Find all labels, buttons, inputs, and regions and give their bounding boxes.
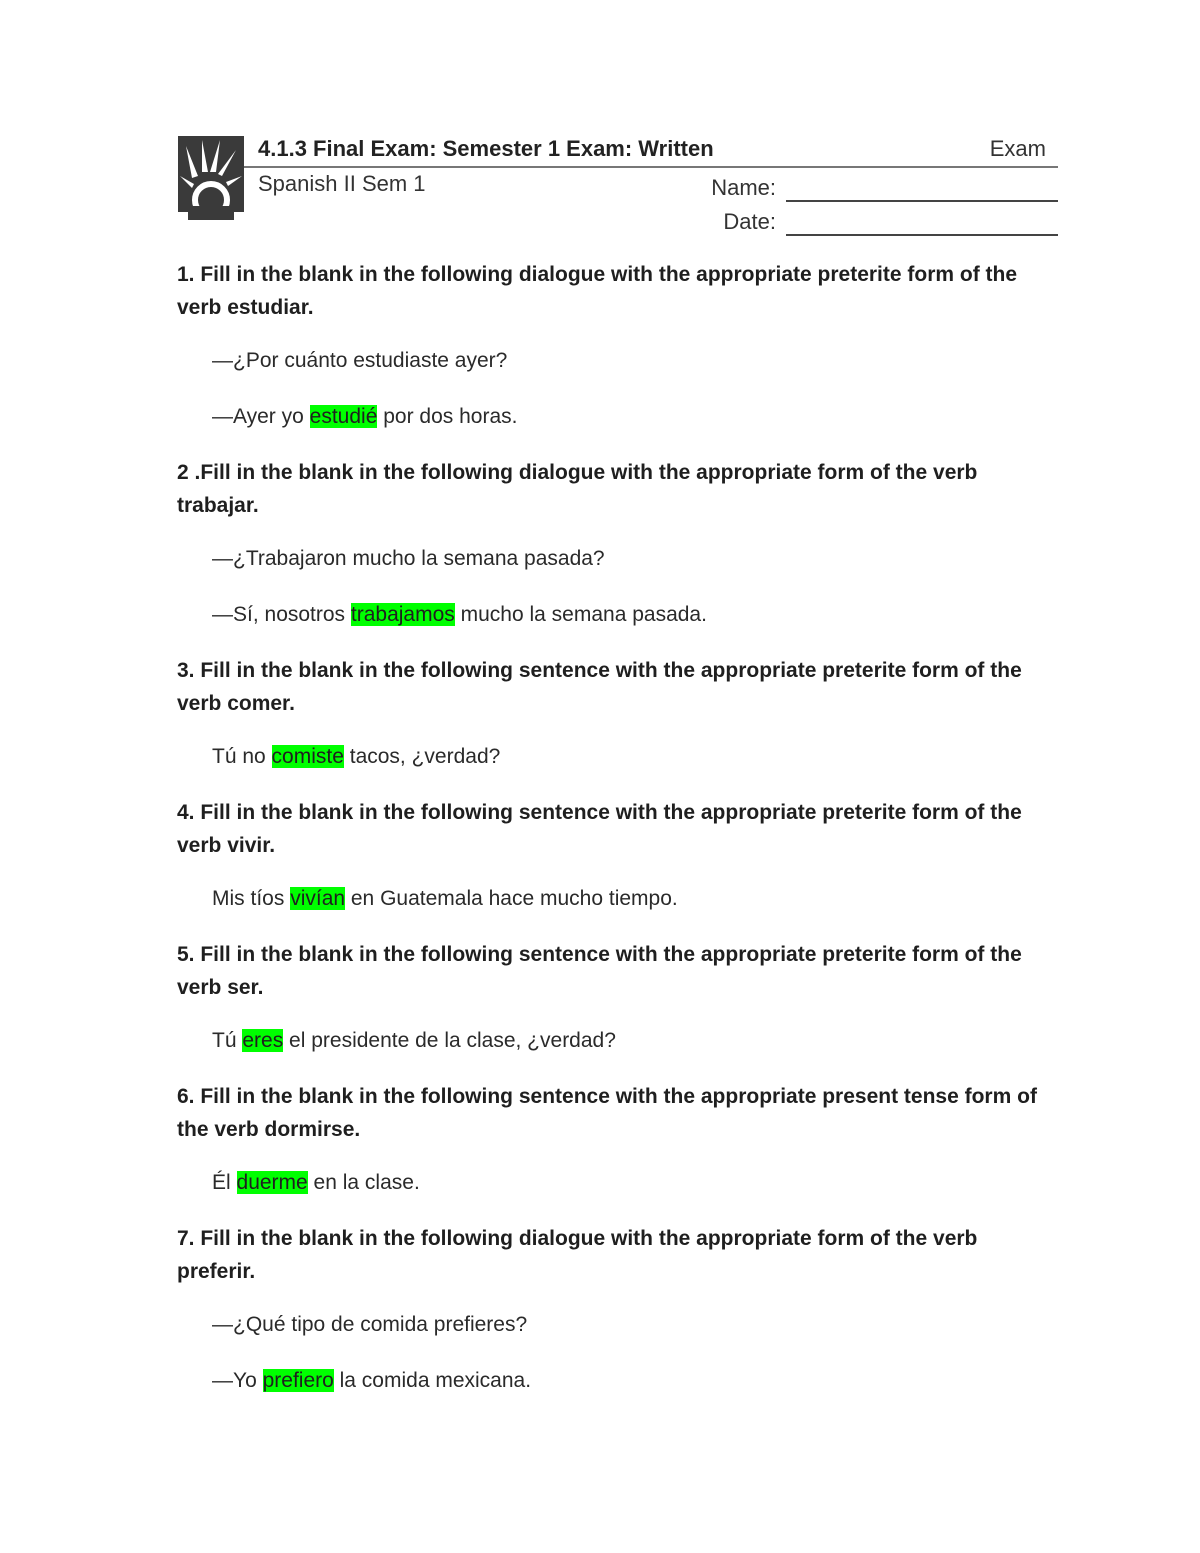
question-1-prompt: 1. Fill in the blank in the following dialogue with the appropriate preterite form of the verb estudiar. (177, 263, 1018, 319)
answer-highlight: estudié (309, 405, 378, 428)
answer-highlight: duerme (236, 1171, 308, 1194)
line-text-after: en la clase. (307, 1171, 420, 1194)
name-field (708, 174, 1058, 204)
line-text-after: en Guatemala hace mucho tiempo. (345, 887, 678, 910)
answer-highlight: eres (242, 1029, 284, 1052)
exam-header (178, 134, 1058, 244)
question-3-line-1 (177, 742, 1057, 772)
question-5-prompt: 5. Fill in the blank in the following sentence with the appropriate preterite form of the verb ser. (177, 943, 1022, 999)
date-blank-line (786, 234, 1058, 236)
line-text-after: la comida mexicana. (333, 1369, 532, 1392)
question-7-line-1 (177, 1310, 1057, 1340)
question-7-line-2 (177, 1366, 1057, 1396)
line-text-before: Tú no (212, 745, 272, 768)
line-text-before: —Ayer yo (212, 405, 310, 428)
line-text-before: —Yo (212, 1369, 263, 1392)
answer-highlight: comiste (271, 745, 344, 768)
line-text: —¿Por cuánto estudiaste ayer? (212, 349, 508, 372)
line-text: —¿Qué tipo de comida prefieres? (212, 1313, 528, 1336)
question-1-line-1 (177, 346, 1057, 376)
question-1-line-2 (177, 402, 1057, 432)
line-text-before: Tú (212, 1029, 243, 1052)
exam-type-label: Exam (989, 136, 1046, 161)
answer-highlight: prefiero (262, 1369, 334, 1392)
question-6-prompt: 6. Fill in the blank in the following sentence with the appropriate present tense form of the verb dormirse. (177, 1085, 1037, 1141)
line-text-before: —Sí, nosotros (212, 603, 351, 626)
line-text-before: Él (212, 1171, 237, 1194)
line-text: —¿Trabajaron mucho la semana pasada? (212, 547, 605, 570)
line-text-after: tacos, ¿verdad? (343, 745, 501, 768)
question-2-line-2 (177, 600, 1057, 630)
question-list (177, 258, 1057, 1396)
line-text-before: Mis tíos (212, 887, 291, 910)
name-label: Name: (711, 175, 776, 200)
question-4-line-1 (177, 884, 1057, 914)
name-blank-line (786, 200, 1058, 202)
question-6-line-1 (177, 1168, 1057, 1198)
question-5-line-1 (177, 1026, 1057, 1056)
school-logo-icon (178, 136, 244, 220)
question-3-prompt: 3. Fill in the blank in the following sentence with the appropriate preterite form of the verb comer. (177, 659, 1022, 715)
question-4-prompt: 4. Fill in the blank in the following sentence with the appropriate preterite form of the verb vivir. (177, 801, 1022, 857)
question-2-line-1 (177, 544, 1057, 574)
date-label: Date: (723, 209, 776, 234)
answer-highlight: vivían (290, 887, 346, 910)
line-text-after: el presidente de la clase, ¿verdad? (283, 1029, 616, 1052)
question-7-prompt: 7. Fill in the blank in the following dialogue with the appropriate form of the verb preferir. (177, 1227, 978, 1283)
date-field (708, 208, 1058, 238)
question-2-prompt: 2 .Fill in the blank in the following dialogue with the appropriate form of the verb trabajar. (177, 461, 978, 517)
line-text-after: mucho la semana pasada. (454, 603, 707, 626)
line-text-after: por dos horas. (377, 405, 518, 428)
header-divider (244, 166, 1058, 168)
answer-highlight: trabajamos (350, 603, 455, 626)
exam-title: 4.1.3 Final Exam: Semester 1 Exam: Written (258, 136, 714, 161)
course-name: Spanish II Sem 1 (258, 171, 426, 196)
